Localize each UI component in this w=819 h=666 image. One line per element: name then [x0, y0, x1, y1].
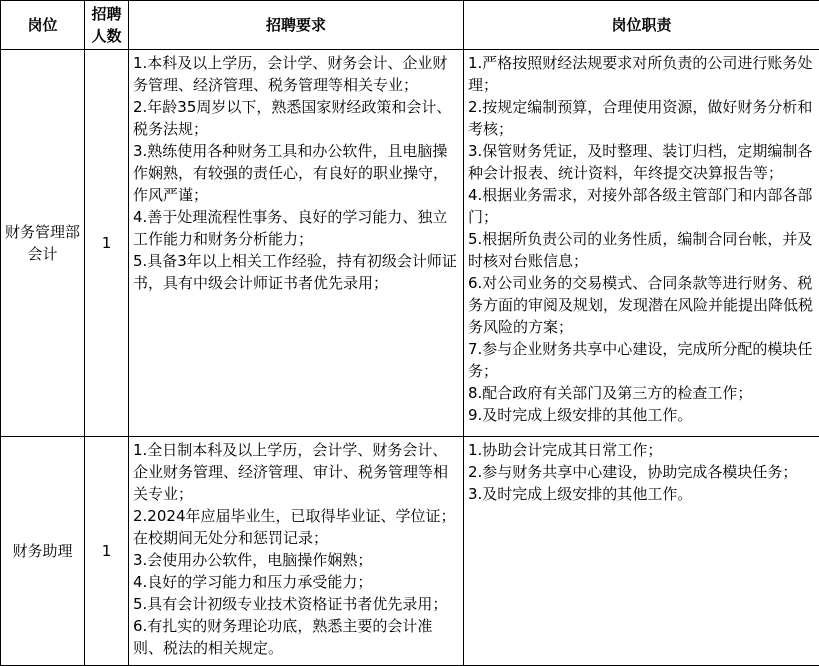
- list-item: 3.及时完成上级安排的其他工作。: [468, 483, 815, 505]
- headcount-cell: 1: [85, 50, 129, 437]
- list-item: 6.有扎实的财务理论功底，熟悉主要的会计准则、税法的相关规定。: [133, 615, 459, 659]
- list-item: 5.根据所负责公司的业务性质，编制合同台帐，并及时核对台账信息；: [468, 228, 815, 272]
- list-item: 4.善于处理流程性事务、良好的学习能力、独立工作能力和财务分析能力；: [133, 206, 459, 250]
- list-item: 3.会使用办公软件，电脑操作娴熟；: [133, 549, 459, 571]
- list-item: 1.严格按照财经法规要求对所负责的公司进行账务处理；: [468, 52, 815, 96]
- list-item: 2.年龄35周岁以下，熟悉国家财经政策和会计、税务法规；: [133, 96, 459, 140]
- requirements-cell: [129, 50, 464, 437]
- list-item: 3.熟练使用各种财务工具和办公软件，且电脑操作娴熟，有较强的责任心，有良好的职业操守，作风严谨；: [133, 140, 459, 206]
- list-item: 8.配合政府有关部门及第三方的检查工作；: [468, 382, 815, 404]
- list-item: 7.参与企业财务共享中心建设，完成所分配的模块任务；: [468, 338, 815, 382]
- list-item: 2.2024年应届毕业生，已取得毕业证、学位证；在校期间无处分和惩罚记录；: [133, 505, 459, 549]
- responsibilities-cell: [464, 50, 819, 437]
- table-row-finance-assistant: [1, 437, 819, 666]
- list-item: 2.按规定编制预算，合理使用资源，做好财务分析和考核；: [468, 96, 815, 140]
- table-header-row: [1, 1, 819, 50]
- list-item: 1.本科及以上学历，会计学、财务会计、企业财务管理、经济管理、税务管理等相关专业；: [133, 52, 459, 96]
- table-row-accountant: [1, 50, 819, 437]
- position-cell: 财务助理: [1, 437, 85, 666]
- requirements-cell: [129, 437, 464, 666]
- list-item: 2.参与财务共享中心建设，协助完成各模块任务；: [468, 461, 815, 483]
- position-cell: 财务管理部会计: [1, 50, 85, 437]
- col-header-responsibilities: 岗位职责: [464, 1, 819, 50]
- list-item: 1.全日制本科及以上学历，会计学、财务会计、企业财务管理、经济管理、审计、税务管理等相关专业；: [133, 439, 459, 505]
- list-item: 4.根据业务需求，对接外部各级主管部门和内部各部门；: [468, 184, 815, 228]
- list-item: 1.协助会计完成其日常工作；: [468, 439, 815, 461]
- list-item: 9.及时完成上级安排的其他工作。: [468, 404, 815, 426]
- col-header-requirements: 招聘要求: [129, 1, 464, 50]
- col-header-position: 岗位: [1, 1, 85, 50]
- headcount-cell: 1: [85, 437, 129, 666]
- responsibilities-cell: [464, 437, 819, 666]
- list-item: 3.保管财务凭证，及时整理、装订归档，定期编制各种会计报表、统计资料，年终提交决算报告等；: [468, 140, 815, 184]
- list-item: 5.具有会计初级专业技术资格证书者优先录用；: [133, 593, 459, 615]
- col-header-headcount: 招聘人数: [85, 1, 129, 50]
- list-item: 5.具备3年以上相关工作经验，持有初级会计师证书，具有中级会计师证书者优先录用；: [133, 250, 459, 294]
- list-item: 4.良好的学习能力和压力承受能力；: [133, 571, 459, 593]
- list-item: 6.对公司业务的交易模式、合同条款等进行财务、税务方面的审阅及规划，发现潜在风险并能提出降低税务风险的方案；: [468, 272, 815, 338]
